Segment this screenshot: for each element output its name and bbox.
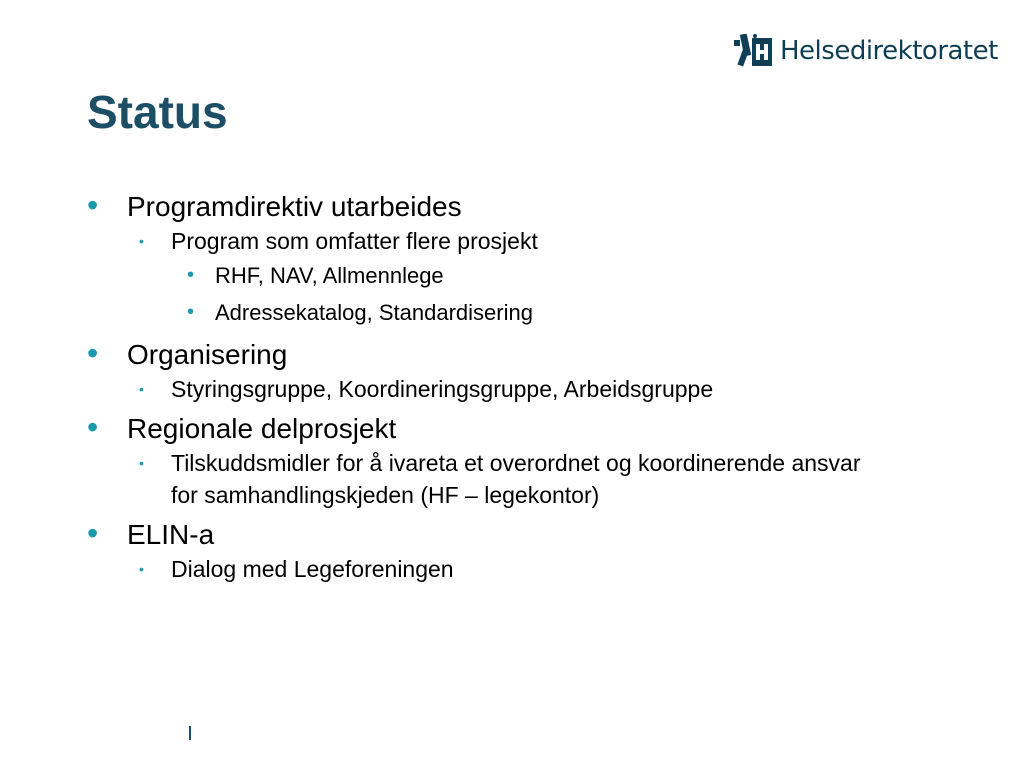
- sub-bullet-item: [87, 447, 871, 511]
- sub-bullet-item: [87, 553, 917, 585]
- sub-bullet-icon: •: [139, 381, 144, 397]
- logo-text: Helsedirektoratet: [780, 36, 998, 66]
- helsedirektoratet-logo-icon: [734, 34, 774, 68]
- sub-bullet-text: Program som omfatter flere prosjekt: [171, 228, 538, 254]
- footer-divider: [189, 726, 191, 740]
- bullet-icon: •: [87, 409, 99, 445]
- bullet-icon: •: [87, 335, 99, 371]
- sub-bullet-text: Dialog med Legeforeningen: [171, 556, 454, 582]
- bullet-text: ELIN-a: [127, 519, 215, 550]
- bullet-text: Organisering: [127, 339, 288, 370]
- bullet-item: [87, 337, 917, 373]
- sub-bullet-text: Tilskuddsmidler for å ivareta et overordnet og koordinerende ansvar for samhandlingskjeden (HF – legekontor): [171, 450, 861, 508]
- bullet-text: Programdirektiv utarbeides: [127, 191, 462, 222]
- bullet-item: [87, 411, 917, 447]
- sub-bullet-item: [87, 225, 917, 257]
- bullet-list: [87, 183, 917, 585]
- sub-bullet-icon: •: [139, 561, 144, 577]
- bullet-item: [87, 189, 917, 225]
- sub-sub-bullet-text: Adressekatalog, Standardisering: [215, 300, 533, 325]
- bullet-text: Regionale delprosjekt: [127, 413, 397, 444]
- sub-sub-bullet-icon: •: [187, 264, 195, 286]
- slide-title: Status: [87, 86, 228, 138]
- bullet-icon: •: [87, 515, 99, 551]
- sub-sub-bullet-item: [87, 257, 917, 294]
- sub-bullet-text: Styringsgruppe, Koordineringsgruppe, Arbeidsgruppe: [171, 376, 714, 402]
- sub-bullet-icon: •: [139, 233, 144, 249]
- helsedirektoratet-logo: [734, 34, 998, 68]
- sub-bullet-item: [87, 373, 917, 405]
- sub-bullet-icon: •: [139, 455, 144, 471]
- sub-sub-bullet-icon: •: [187, 301, 195, 323]
- sub-sub-bullet-text: RHF, NAV, Allmennlege: [215, 263, 444, 288]
- bullet-icon: •: [87, 187, 99, 223]
- sub-sub-bullet-item: [87, 294, 917, 331]
- bullet-item: [87, 517, 917, 553]
